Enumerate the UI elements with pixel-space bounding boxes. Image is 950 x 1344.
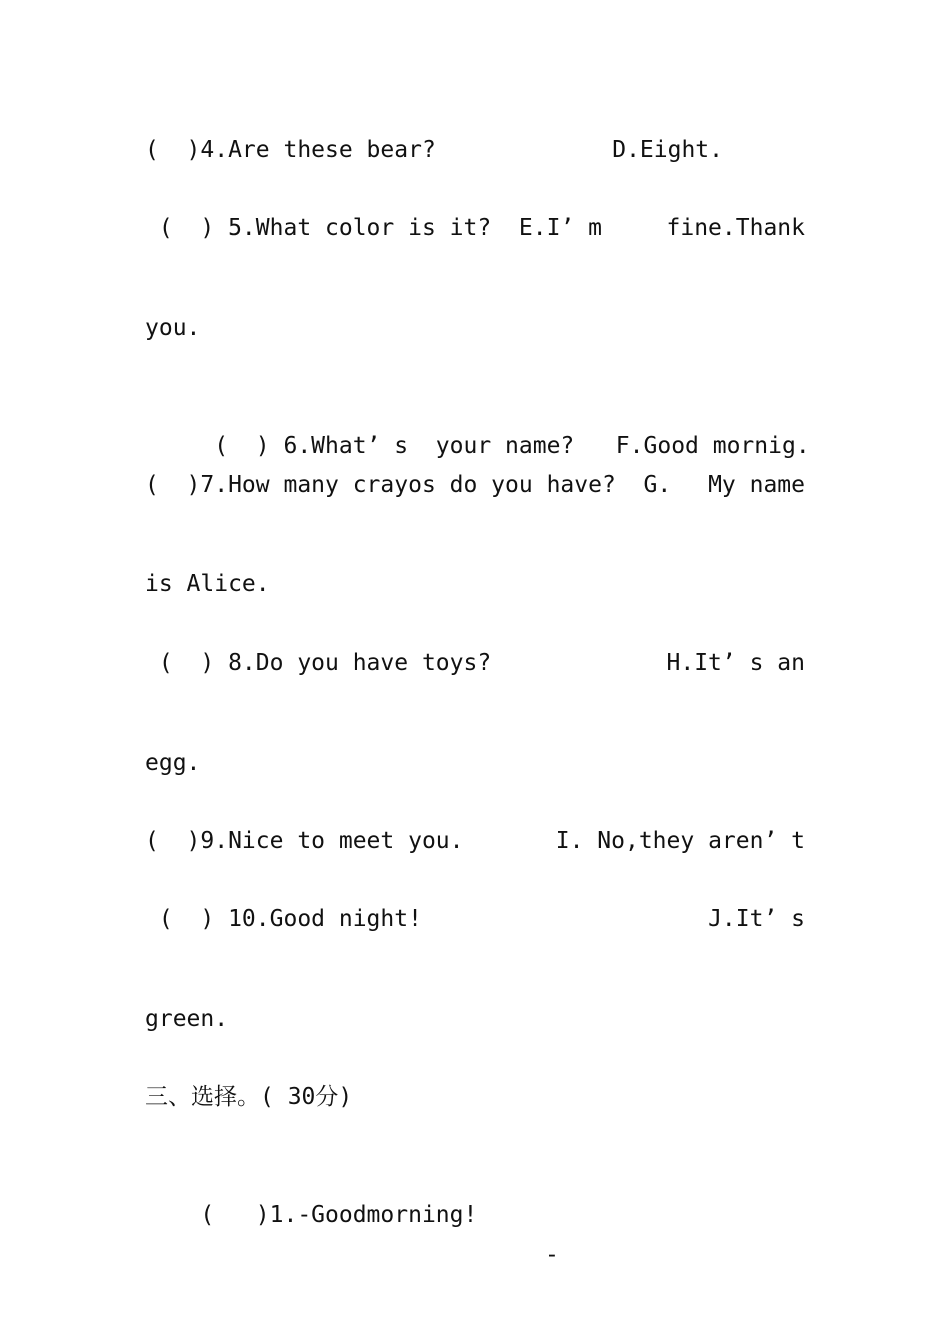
answer-continuation: is Alice. — [145, 571, 270, 597]
matching-item-8 — [145, 643, 805, 683]
matching-item-10 — [145, 899, 805, 939]
question-text: ( ) 6.What’ s your name? F.Good mornig. — [200, 433, 810, 459]
question-text: ( )9.Nice to meet you. — [145, 828, 464, 854]
answer-continuation: green. — [145, 1006, 229, 1032]
answer-option: D.Eight. — [612, 137, 723, 163]
matching-item-5 — [145, 208, 805, 248]
answer-option: fine.Thank — [666, 215, 805, 241]
answer-continuation: egg. — [145, 750, 201, 776]
question-text: ( ) 10.Good night! — [145, 906, 422, 932]
question-text: ( ) 8.Do you have toys? — [145, 650, 492, 676]
answer-option: I. No,they aren’ t — [555, 828, 805, 854]
question-text: ( ) 5.What color is it? E.I’ m — [145, 215, 602, 241]
answer-option: J.It’ s — [708, 906, 805, 932]
matching-item-4 — [145, 130, 805, 170]
question-text: ( )4.Are these bear? — [145, 137, 436, 163]
question-text: ( )7.How many crayos do you have? G. — [145, 472, 672, 498]
choice-question-1 — [145, 1155, 805, 1268]
matching-item-6 — [145, 386, 810, 459]
answer-blank: - — [545, 1242, 559, 1268]
question-text: ( )1.-Goodmorning! — [200, 1202, 478, 1228]
answer-continuation: you. — [145, 315, 201, 341]
section-title: 三、选择。( 30分) — [145, 1084, 353, 1110]
answer-option: My name — [708, 472, 805, 498]
answer-option: H.It’ s an — [666, 650, 805, 676]
matching-item-9 — [145, 821, 805, 861]
matching-item-7 — [145, 465, 805, 505]
